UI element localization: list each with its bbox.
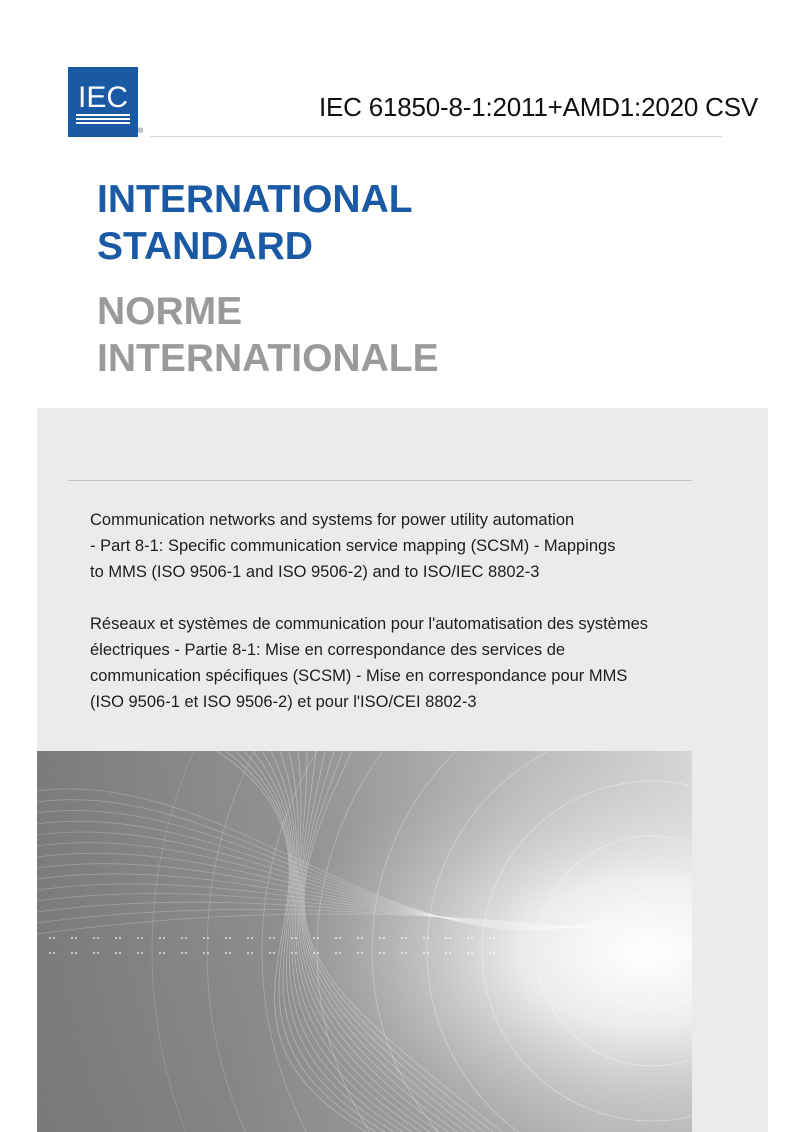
artwork-dot <box>93 952 95 954</box>
title-english <box>97 176 413 270</box>
artwork-dot <box>229 952 231 954</box>
artwork-dot <box>115 937 117 939</box>
artwork-dot <box>49 952 51 954</box>
artwork-dot <box>159 952 161 954</box>
artwork-dot <box>361 937 363 939</box>
artwork-dot <box>361 952 363 954</box>
artwork-dot <box>159 937 161 939</box>
artwork-dot <box>295 937 297 939</box>
artwork-dot <box>471 952 473 954</box>
artwork-dot <box>207 937 209 939</box>
description-line: Communication networks and systems for power utility automation <box>90 511 575 529</box>
artwork-dot <box>467 952 469 954</box>
artwork-dot <box>317 937 319 939</box>
artwork-dot <box>93 937 95 939</box>
artwork-dot <box>471 937 473 939</box>
artwork-dot <box>203 937 205 939</box>
iec-logo <box>68 67 138 137</box>
artwork-glow <box>37 751 692 1132</box>
artwork-dot <box>313 937 315 939</box>
artwork-dot <box>291 937 293 939</box>
artwork-dot <box>273 937 275 939</box>
artwork-dot <box>251 952 253 954</box>
description-line: - Part 8-1: Specific communication service mapping (SCSM) - Mappings <box>90 537 616 555</box>
cover-artwork <box>37 751 692 1132</box>
artwork-dot <box>75 937 77 939</box>
artwork-dot <box>247 952 249 954</box>
artwork-dot <box>405 937 407 939</box>
artwork-dot <box>427 937 429 939</box>
artwork-dot <box>383 937 385 939</box>
title-french <box>97 288 439 382</box>
artwork-dot <box>379 952 381 954</box>
artwork-dot <box>423 937 425 939</box>
artwork-dot <box>313 952 315 954</box>
artwork-dot <box>269 952 271 954</box>
description-line: to MMS (ISO 9506-1 and ISO 9506-2) and to ISO/IEC 8802-3 <box>90 563 540 581</box>
svg-text:IEC: IEC <box>77 81 129 114</box>
artwork-dot <box>71 952 73 954</box>
artwork-dot <box>339 952 341 954</box>
artwork-dot <box>181 952 183 954</box>
artwork-dot <box>295 952 297 954</box>
title-english-line: STANDARD <box>97 225 313 268</box>
description-english <box>90 507 615 585</box>
artwork-dot <box>317 952 319 954</box>
artwork-dot <box>141 952 143 954</box>
artwork-dot <box>335 937 337 939</box>
artwork-dot <box>467 937 469 939</box>
title-french-line: INTERNATIONALE <box>97 337 439 380</box>
artwork-dot <box>445 937 447 939</box>
artwork-dot <box>449 937 451 939</box>
description-line: (ISO 9506-1 et ISO 9506-2) et pour l'ISO/CEI 8802-3 <box>90 693 477 711</box>
description-line: électriques - Partie 8-1: Mise en correspondance des services de <box>90 641 566 659</box>
artwork-dot <box>379 937 381 939</box>
artwork-dot <box>335 952 337 954</box>
artwork-dot <box>427 952 429 954</box>
artwork-dot <box>163 937 165 939</box>
artwork-dot <box>225 937 227 939</box>
artwork-dot <box>163 952 165 954</box>
artwork-dot <box>251 937 253 939</box>
artwork-dot <box>423 952 425 954</box>
title-english-line: INTERNATIONAL <box>97 178 413 221</box>
artwork-dot <box>71 937 73 939</box>
artwork-dot <box>97 952 99 954</box>
artwork-dot <box>449 952 451 954</box>
artwork-dot <box>229 937 231 939</box>
artwork-dot <box>119 952 121 954</box>
artwork-dot <box>97 937 99 939</box>
artwork-dot <box>53 937 55 939</box>
artwork-dot <box>489 952 491 954</box>
artwork-dot <box>181 937 183 939</box>
artwork-dot <box>357 952 359 954</box>
artwork-dot <box>115 952 117 954</box>
description-line: Réseaux et systèmes de communication pour l'automatisation des systèmes <box>90 615 648 633</box>
registered-mark: ® <box>138 128 144 135</box>
artwork-dot <box>225 952 227 954</box>
artwork-dot <box>383 952 385 954</box>
artwork-dot <box>119 937 121 939</box>
description-french <box>90 611 648 715</box>
artwork-dot <box>357 937 359 939</box>
artwork-dot <box>137 937 139 939</box>
artwork-dot <box>269 937 271 939</box>
artwork-dot <box>53 952 55 954</box>
artwork-dot <box>203 952 205 954</box>
artwork-dot <box>141 937 143 939</box>
artwork-dot <box>405 952 407 954</box>
artwork-dot <box>185 952 187 954</box>
panel-divider <box>68 480 692 481</box>
artwork-dot <box>75 952 77 954</box>
artwork-dot <box>401 937 403 939</box>
title-french-line: NORME <box>97 290 243 333</box>
header-divider <box>150 136 722 137</box>
document-number: IEC 61850-8-1:2011+AMD1:2020 CSV <box>318 92 758 122</box>
artwork-dot <box>137 952 139 954</box>
artwork-dot <box>49 937 51 939</box>
artwork-dot <box>207 952 209 954</box>
description-line: communication spécifiques (SCSM) - Mise en correspondance pour MMS <box>90 667 628 685</box>
artwork-dot <box>185 937 187 939</box>
artwork-dot <box>247 937 249 939</box>
artwork-dot <box>273 952 275 954</box>
artwork-dot <box>445 952 447 954</box>
artwork-dot <box>493 952 495 954</box>
artwork-dot <box>489 937 491 939</box>
artwork-dot <box>339 937 341 939</box>
artwork-dot <box>401 952 403 954</box>
artwork-dot <box>493 937 495 939</box>
artwork-dot <box>291 952 293 954</box>
